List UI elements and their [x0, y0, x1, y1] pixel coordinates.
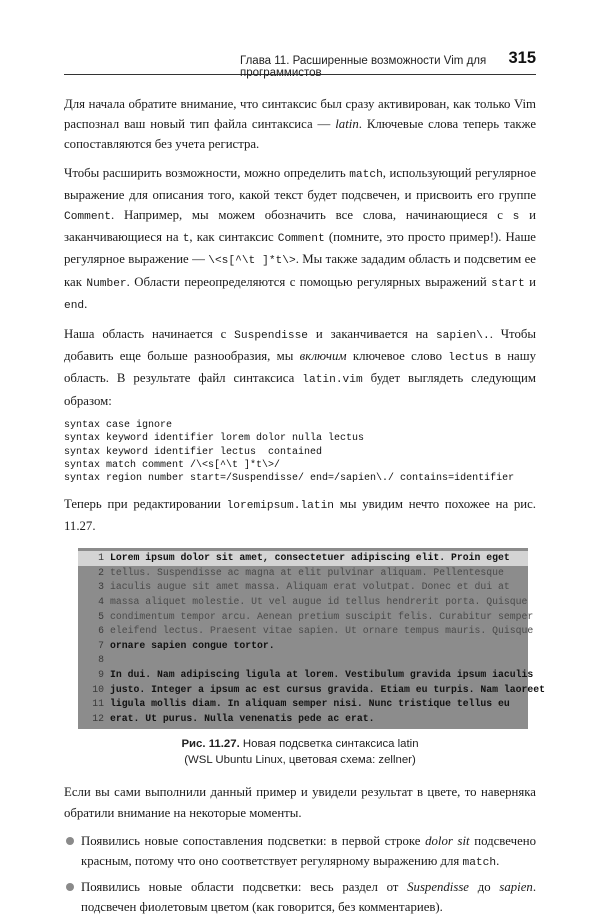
terminal-line — [78, 566, 524, 581]
text-run: ключевое слово — [346, 349, 449, 364]
line-number: 10 — [92, 683, 104, 695]
text-run: . Мы также зададим область и подсветим ее как — [64, 252, 536, 289]
line-text: massa aliquet molestie. Ut vel augue id tellus hendrerit porta. Quisque — [110, 596, 528, 608]
chapter-title: Глава 11. Расширенные возможности Vim для программистов — [240, 55, 487, 79]
terminal-line — [78, 668, 534, 683]
text-run: Наша область начинается с — [64, 327, 235, 342]
text-run: . Области переопределяются с помощью регулярных выражений — [126, 274, 492, 289]
terminal-line — [78, 697, 524, 712]
italic-term: sapien — [499, 880, 533, 895]
line-text: tellus. Suspendisse ac magna at elit pulvinar aliquam. Pellentesque — [110, 566, 504, 578]
terminal-line — [78, 712, 524, 727]
text-run: подсвечено красным, потому что оно соответствует регулярному выражению для — [81, 833, 536, 869]
bullet-item — [64, 831, 536, 873]
paragraph-3 — [64, 324, 536, 411]
line-text: justo. Integer a ipsum ac est cursus gravida. Etiam eu turpis. Nam laoreet — [110, 683, 546, 695]
bullet-icon — [66, 883, 74, 891]
terminal-line — [78, 683, 546, 698]
bullet-icon — [66, 837, 74, 845]
text-run: и заканчивается на — [308, 327, 436, 342]
terminal-line — [78, 595, 528, 610]
italic-term: dolor sit — [425, 833, 470, 848]
paragraph-4 — [64, 494, 536, 536]
code-line: syntax case ignore — [64, 419, 173, 431]
text-run: будет выглядеть следующим образом: — [64, 371, 536, 408]
text-run: и заканчивающиеся на — [64, 208, 536, 245]
text-run: . подсвечен фиолетовым цветом (как говорится, без комментариев). — [81, 880, 537, 915]
terminal-line — [78, 653, 524, 668]
paragraph-2 — [64, 163, 536, 316]
inline-code: start — [491, 277, 525, 290]
line-number: 4 — [98, 596, 104, 608]
inline-code: end — [64, 299, 85, 312]
terminal-line — [78, 610, 534, 625]
line-number: 2 — [98, 566, 104, 578]
code-line: syntax match comment /\<s[^\t ]*t\>/ — [64, 460, 281, 472]
text-run: Появились новые области подсветки: весь раздел от — [81, 880, 408, 895]
line-number: 6 — [98, 625, 104, 637]
inline-code: match — [462, 857, 497, 870]
code-listing — [64, 419, 536, 486]
code-line: syntax keyword identifier lectus contained — [64, 446, 323, 458]
line-number: 12 — [92, 712, 104, 724]
caption-label: Рис. 11.27. — [181, 738, 240, 751]
text-run: в нашу область. В результате файл синтаксиса — [64, 349, 536, 386]
terminal-line — [78, 639, 524, 654]
text-run: Чтобы расширить возможности, можно определить — [64, 165, 350, 180]
line-text: In dui. Nam adipiscing ligula at lorem. Vestibulum gravida ipsum iaculis — [110, 669, 534, 681]
line-text: iaculis augue sit amet massa. Aliquam erat volutpat. Donec et dui at — [110, 581, 510, 593]
terminal-screenshot — [78, 548, 546, 729]
bullet-item — [64, 877, 536, 917]
text-run: до — [469, 880, 500, 895]
line-number: 8 — [98, 654, 104, 666]
line-text: eleifend lectus. Praesent vitae sapien. Ut ornare tempus mauris. Quisque — [110, 625, 534, 637]
inline-code: Comment — [277, 233, 325, 246]
figure-caption — [64, 737, 536, 768]
italic-term: включим — [299, 349, 347, 364]
inline-code: s — [512, 211, 520, 224]
inline-code: Number — [86, 277, 127, 290]
text-run: Появились новые сопоставления подсветки: в первой строке — [81, 833, 426, 848]
page-content — [64, 94, 546, 922]
terminal-line — [78, 624, 534, 639]
caption-text: Новая подсветка синтаксиса latin — [239, 738, 419, 751]
text-run: мы увидим нечто похожее на рис. 11.27. — [64, 496, 536, 534]
text-run: Для начала обратите внимание, что синтаксис был сразу активирован, как только Vim распознал ваш новый тип файла синтаксиса — — [64, 97, 536, 132]
line-number: 1 — [98, 552, 104, 564]
text-run: . Чтобы добавить еще больше разнообразия, мы — [64, 327, 536, 364]
text-run: . Например, мы можем обозначить все слова, начинающиеся с — [111, 208, 513, 223]
inline-code: Suspendisse — [234, 330, 309, 343]
inline-code: lectus — [448, 352, 489, 365]
inline-code: sapien\. — [435, 330, 490, 343]
caption-line-2: (WSL Ubuntu Linux, цветовая схема: zellner) — [184, 753, 416, 766]
line-text: ornare sapien congue tortor. — [110, 639, 275, 651]
line-number: 7 — [98, 639, 104, 651]
paragraph-1 — [64, 94, 536, 155]
code-line: syntax keyword identifier lorem dolor nulla lectus — [64, 433, 365, 445]
inline-code: t — [182, 233, 190, 246]
line-number: 5 — [98, 610, 104, 622]
line-number: 9 — [98, 669, 104, 681]
caption-line-1 — [64, 737, 536, 753]
text-run: . Ключевые слова теперь также сопоставляются без учета регистра. — [64, 117, 536, 152]
text-run: , использующий регулярное выражение для описания того, какой текст будет подсвечен, и присвоить его группе — [64, 165, 537, 202]
italic-term: latin — [335, 117, 359, 132]
inline-code: latin.vim — [302, 374, 363, 387]
inline-code: \<s[^\t ]*t\> — [208, 255, 296, 268]
text-run: , как синтаксис — [189, 230, 278, 245]
paragraph-5: Если вы сами выполнили данный пример и увидели результат в цвете, то наверняка обратили внимание на некоторые моменты. — [64, 785, 536, 820]
text-run: . — [496, 854, 500, 869]
inline-code: Comment — [64, 211, 111, 224]
inline-code: match — [349, 168, 383, 181]
running-header — [64, 49, 536, 79]
text-run: (помните, это просто пример!). Наше регулярное выражение — — [64, 230, 536, 267]
bullet-list — [64, 831, 536, 918]
text-run: Теперь при редактировании — [64, 496, 227, 511]
text-run: . — [84, 296, 88, 311]
page-number: 315 — [508, 49, 536, 67]
line-number: 3 — [98, 581, 104, 593]
italic-term: Suspendisse — [407, 880, 469, 895]
terminal-line — [78, 580, 524, 595]
terminal-line — [78, 551, 528, 566]
line-text: Lorem ipsum dolor sit amet, consectetuer adipiscing elit. Proin eget — [110, 552, 510, 564]
line-number: 11 — [92, 698, 104, 710]
inline-code: loremipsum.latin — [226, 499, 335, 512]
code-line: syntax region number start=/Suspendisse/ end=/sapien\./ contains=identifier — [64, 473, 515, 485]
line-text: erat. Ut purus. Nulla venenatis pede ac erat. — [110, 712, 375, 724]
line-text: condimentum tempor arcu. Aenean pretium suscipit felis. Curabitur semper — [110, 610, 534, 622]
text-run: и — [524, 274, 536, 289]
line-text: ligula mollis diam. In aliquam semper nisi. Nunc tristique tellus eu — [110, 698, 510, 710]
